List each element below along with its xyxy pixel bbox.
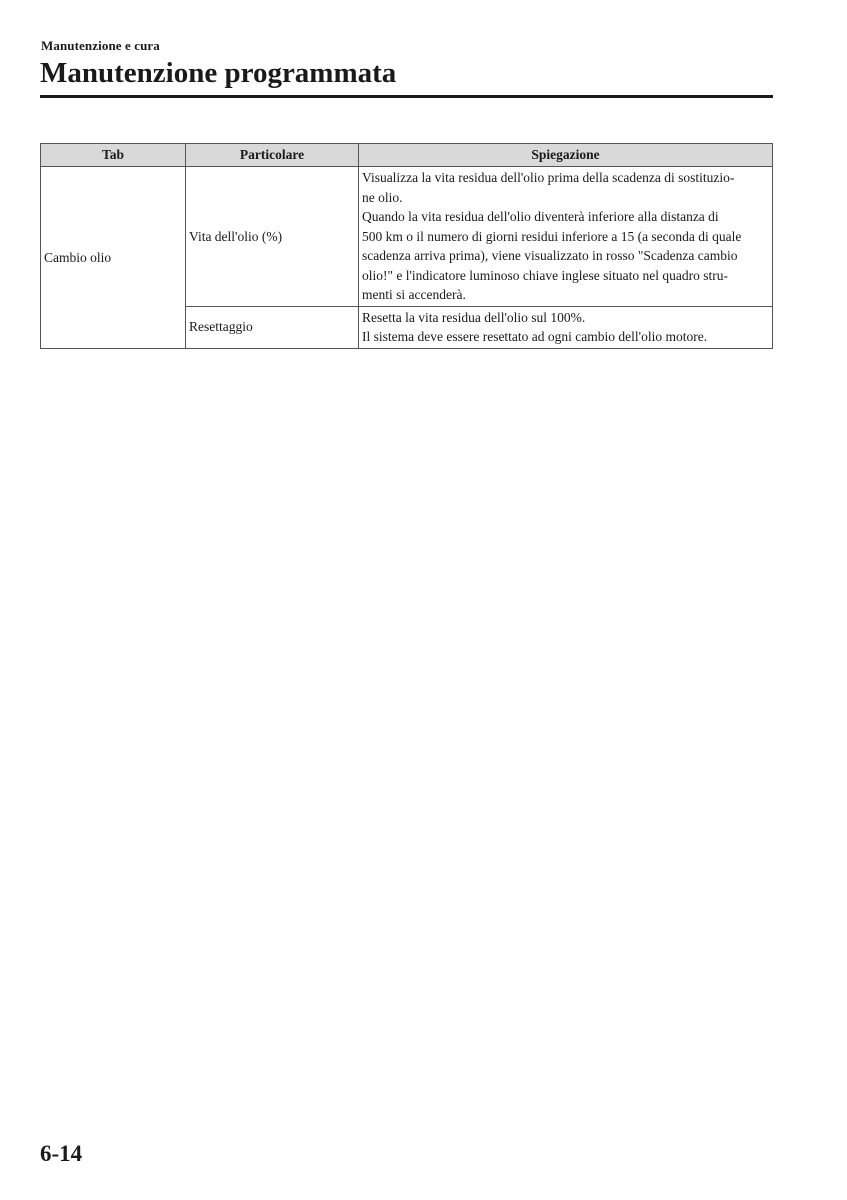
tab-cell: Cambio olio — [41, 167, 186, 349]
explanation-line: Il sistema deve essere resettato ad ogni cambio dell'olio motore. — [362, 329, 708, 344]
column-header-particolare: Particolare — [186, 144, 359, 167]
explanation-line: Resetta la vita residua dell'olio sul 100%. — [362, 309, 586, 325]
explanation-line: olio!" e l'indicatore luminoso chiave inglese situato nel quadro stru- — [362, 267, 728, 283]
particolare-cell: Vita dell'olio (%) — [186, 167, 359, 307]
explanation-line: 500 km o il numero di giorni residui inferiore a 15 (a seconda di quale — [362, 228, 742, 244]
table-header-row — [41, 144, 773, 167]
spiegazione-cell — [359, 167, 773, 307]
maintenance-table — [40, 143, 773, 349]
particolare-cell: Resettaggio — [186, 306, 359, 348]
spiegazione-cell — [359, 306, 773, 348]
section-label: Manutenzione e cura — [41, 38, 160, 53]
column-header-spiegazione: Spiegazione — [359, 144, 773, 167]
table-row — [41, 167, 773, 307]
title-divider — [40, 95, 773, 98]
column-header-tab: Tab — [41, 144, 186, 167]
page-title: Manutenzione programmata — [40, 57, 397, 89]
explanation-line: Quando la vita residua dell'olio diventerà inferiore alla distanza di — [362, 209, 719, 224]
explanation-line: ne olio. — [362, 189, 403, 205]
explanation-line: menti si accenderà. — [362, 287, 466, 302]
page-number: 6-14 — [40, 1141, 83, 1166]
explanation-line: scadenza arriva prima), viene visualizzato in rosso "Scadenza cambio — [362, 248, 738, 263]
explanation-line: Visualizza la vita residua dell'olio prima della scadenza di sostituzio- — [362, 170, 735, 185]
